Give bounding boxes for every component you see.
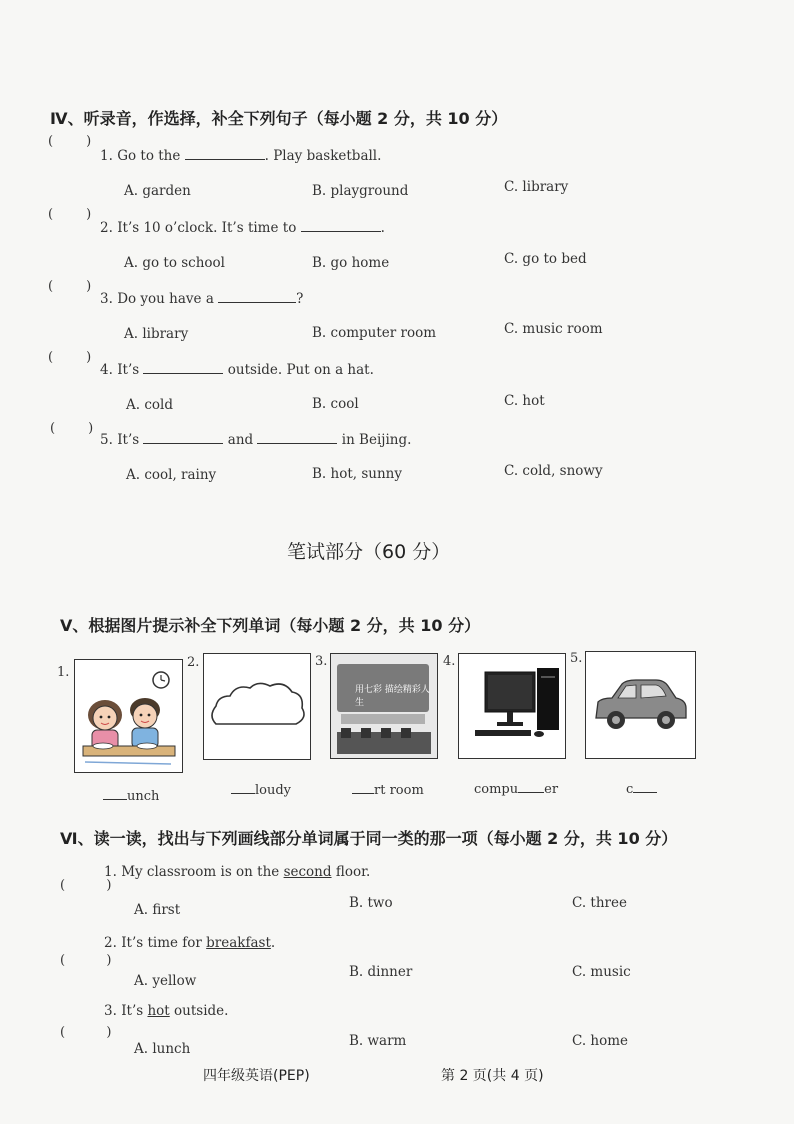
- word-blank-2: loudy: [231, 781, 291, 798]
- answer-blank[interactable]: [143, 431, 223, 444]
- letter-blank[interactable]: [352, 781, 374, 794]
- art-room-photo: [330, 653, 438, 759]
- option-a[interactable]: A. yellow: [134, 973, 197, 989]
- reading-question-1: 1. My classroom is on the second floor.: [104, 864, 371, 880]
- option-c[interactable]: C. music: [572, 964, 631, 980]
- word-blank-3: rt room: [352, 781, 424, 798]
- picture-number: 2.: [187, 655, 200, 670]
- cloud-picture: [203, 653, 311, 760]
- answer-bracket[interactable]: ( ): [50, 421, 94, 436]
- banner-text: 用七彩 描绘精彩人生: [355, 685, 430, 708]
- answer-bracket[interactable]: ( ): [48, 279, 92, 294]
- question-2: 2. It’s 10 o’clock. It’s time to .: [100, 220, 385, 236]
- question-4: 4. It’s outside. Put on a hat.: [100, 362, 374, 378]
- option-c[interactable]: C. cold, snowy: [504, 463, 603, 479]
- option-b[interactable]: B. playground: [312, 183, 409, 199]
- picture-number: 4.: [443, 654, 456, 669]
- underlined-word: hot: [147, 1003, 170, 1019]
- option-b[interactable]: B. two: [349, 895, 393, 911]
- answer-blank[interactable]: [301, 219, 381, 232]
- option-b[interactable]: B. go home: [312, 255, 390, 271]
- option-b[interactable]: B. computer room: [312, 325, 436, 341]
- cloud-icon: [204, 654, 309, 758]
- reading-question-3: 3. It’s hot outside.: [104, 1003, 229, 1019]
- written-part-title: 笔试部分（60 分）: [287, 541, 451, 563]
- answer-bracket[interactable]: ( ): [60, 878, 112, 893]
- answer-blank[interactable]: [143, 361, 223, 374]
- option-a[interactable]: A. lunch: [134, 1041, 191, 1057]
- car-picture: [585, 651, 696, 759]
- option-c[interactable]: C. go to bed: [504, 251, 587, 267]
- option-c[interactable]: C. music room: [504, 321, 603, 337]
- word-blank-5: c: [626, 780, 657, 797]
- picture-number: 5.: [570, 651, 583, 666]
- computer-picture: [458, 653, 566, 759]
- answer-blank[interactable]: [185, 147, 265, 160]
- question-3: 3. Do you have a ?: [100, 291, 304, 307]
- kids-lunch-icon: [75, 660, 181, 771]
- option-c[interactable]: C. hot: [504, 393, 545, 409]
- section-vi-title: Ⅵ、读一读，找出与下列画线部分单词属于同一类的那一项（每小题 2 分，共 10 分）: [60, 829, 678, 848]
- underlined-word: breakfast: [206, 935, 271, 951]
- answer-blank[interactable]: [218, 290, 296, 303]
- letter-blank[interactable]: [633, 780, 657, 793]
- footer-subject: 四年级英语(PEP): [203, 1068, 310, 1084]
- car-icon: [586, 652, 694, 757]
- option-b[interactable]: B. hot, sunny: [312, 466, 402, 482]
- answer-bracket[interactable]: ( ): [60, 1025, 112, 1040]
- picture-number: 1.: [57, 665, 70, 680]
- option-a[interactable]: A. cold: [126, 397, 173, 413]
- option-c[interactable]: C. library: [504, 179, 569, 195]
- answer-bracket[interactable]: ( ): [60, 953, 112, 968]
- underlined-word: second: [283, 864, 332, 880]
- answer-bracket[interactable]: ( ): [48, 134, 92, 149]
- letter-blank[interactable]: [518, 780, 544, 793]
- answer-bracket[interactable]: ( ): [48, 207, 92, 222]
- option-b[interactable]: B. cool: [312, 396, 359, 412]
- section-iv-title: Ⅳ、听录音，作选择，补全下列句子（每小题 2 分，共 10 分）: [50, 109, 508, 128]
- option-a[interactable]: A. library: [124, 326, 189, 342]
- option-b[interactable]: B. dinner: [349, 964, 413, 980]
- option-a[interactable]: A. go to school: [124, 255, 225, 271]
- letter-blank[interactable]: [103, 787, 127, 800]
- computer-icon: [459, 654, 564, 757]
- question-5: 5. It’s and in Beijing.: [100, 432, 412, 448]
- word-blank-1: unch: [103, 787, 159, 804]
- option-b[interactable]: B. warm: [349, 1033, 407, 1049]
- option-a[interactable]: A. garden: [124, 183, 191, 199]
- question-1: 1. Go to the . Play basketball.: [100, 148, 382, 164]
- word-blank-4: compu er: [474, 782, 559, 797]
- option-c[interactable]: C. three: [572, 895, 627, 911]
- footer-page-number: 第 2 页(共 4 页): [441, 1068, 544, 1084]
- kids-eating-lunch-illustration: [74, 659, 183, 773]
- letter-blank[interactable]: [231, 781, 255, 794]
- option-c[interactable]: C. home: [572, 1033, 629, 1049]
- section-v-title: Ⅴ、根据图片提示补全下列单词（每小题 2 分，共 10 分）: [60, 616, 481, 635]
- answer-bracket[interactable]: ( ): [48, 350, 92, 365]
- reading-question-2: 2. It’s time for breakfast.: [104, 935, 276, 951]
- option-a[interactable]: A. cool, rainy: [126, 467, 217, 483]
- option-a[interactable]: A. first: [134, 902, 181, 918]
- picture-number: 3.: [315, 654, 328, 669]
- answer-blank[interactable]: [257, 431, 337, 444]
